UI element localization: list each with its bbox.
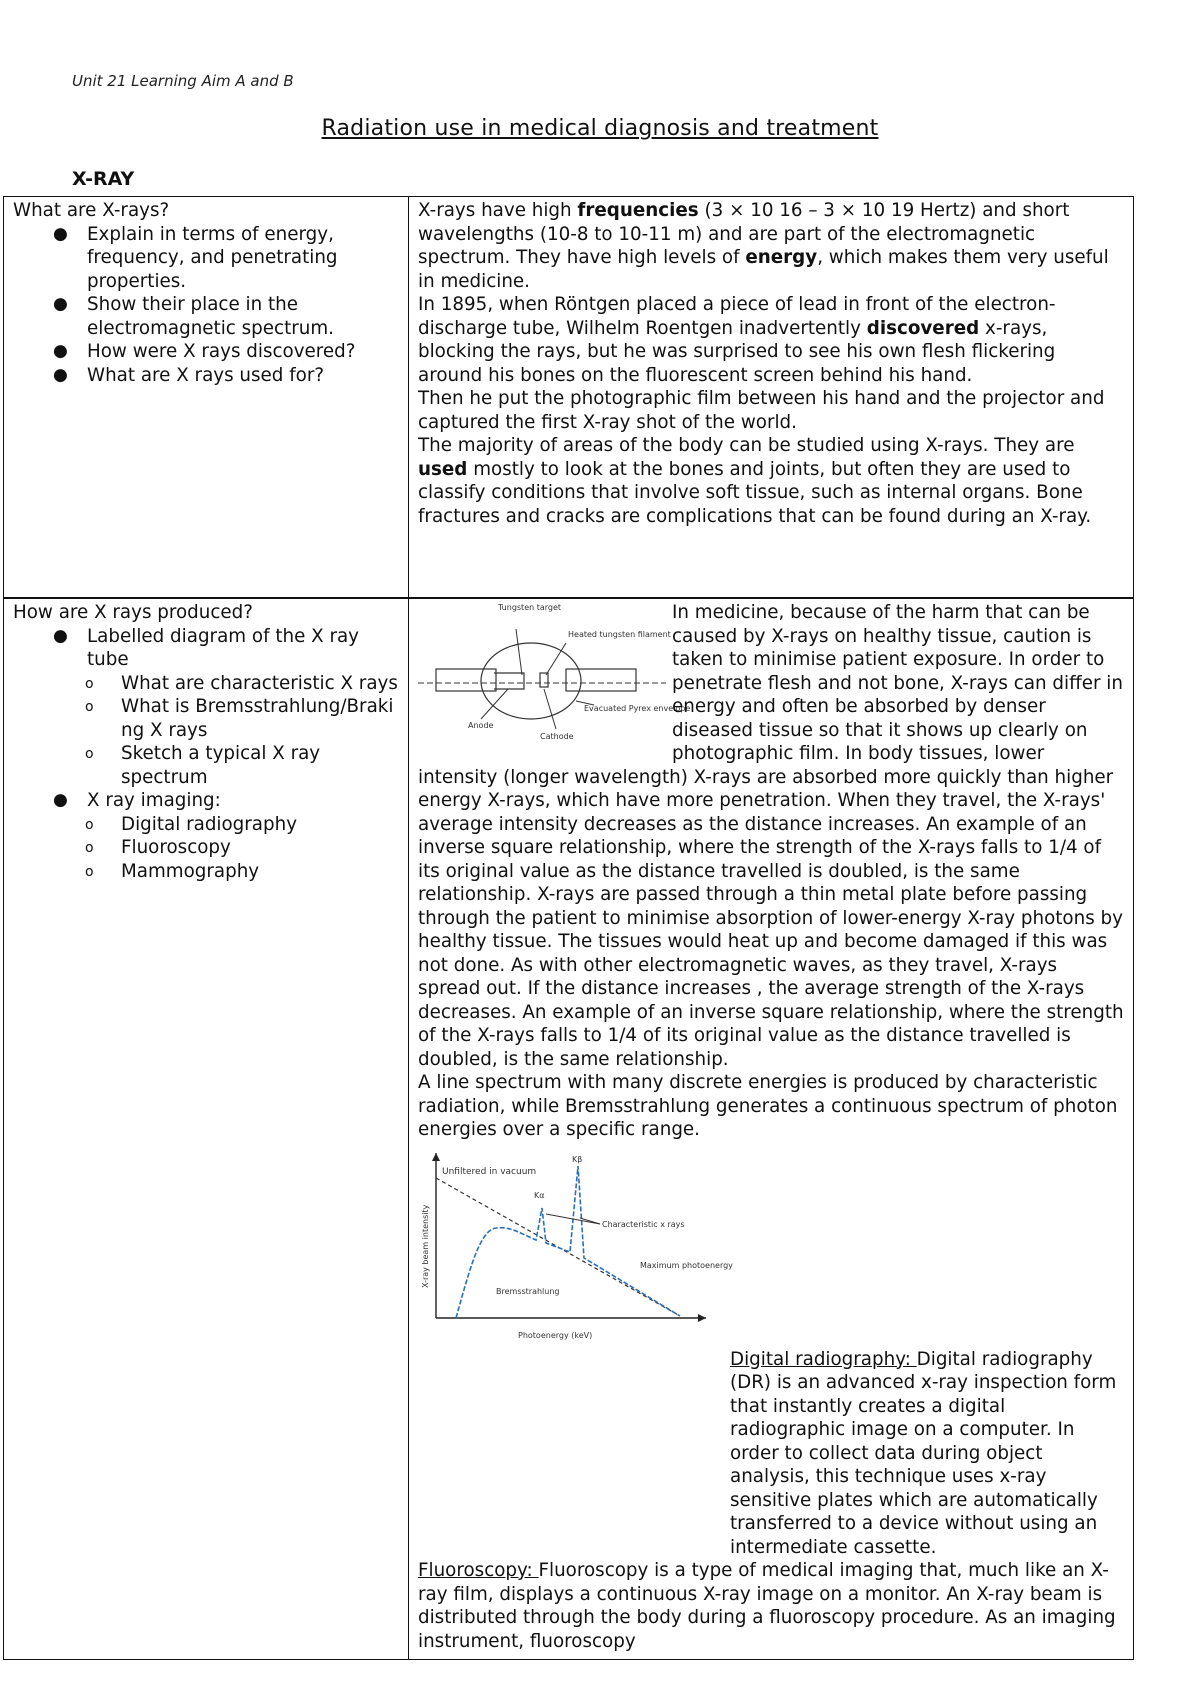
answer-paragraph: In 1895, when Röntgen placed a piece of lead in front of the electron-discharge tube, Wilhelm Roentgen inadvertently discovered x-rays, blocking the rays, but he was surprised to see his own flesh flickering around his bones on the fluorescent screen behind his hand.: [418, 294, 1056, 386]
tube-label-target: Tungsten target: [498, 603, 562, 612]
answer-cell: [409, 598, 1134, 1660]
spectrum-label-ka: Kα: [534, 1190, 545, 1200]
question-heading: What are X-rays?: [13, 200, 170, 221]
spectrum-label-kb: Kβ: [572, 1154, 583, 1164]
keyword-discovered: discovered: [866, 317, 980, 339]
answer-paragraph: X-rays have high frequencies (3 × 10 16 – 3 × 10 19 Hertz) and short wavelengths (10-8 to 10-11 m) and are part of the electromagnetic spectrum. They have high levels of energy, which makes them very useful in medicine.: [418, 200, 1109, 292]
spectrum-label-maximum: Maximum photoenergy: [640, 1260, 733, 1270]
xray-table: [3, 196, 1134, 1660]
xray-spectrum-diagram: [418, 1148, 733, 1348]
question-bullets: [13, 625, 400, 884]
tube-label-cathode: Cathode: [540, 732, 574, 741]
tube-label-anode: Anode: [468, 721, 494, 730]
list-item: o Fluoroscopy: [121, 836, 400, 860]
spectrum-axis-y-label: X-ray beam intensity: [421, 1204, 430, 1288]
table-row: [4, 598, 1134, 1660]
spectrum-label-characteristic: Characteristic x rays: [602, 1219, 685, 1229]
list-item: ● Labelled diagram of the X ray tube o What are characteristic X rays o What is Bremsstrahlung/Braking X rays o Sketch a typical X ray spectrum: [87, 625, 400, 790]
keyword-frequencies: frequencies: [577, 200, 699, 221]
tube-label-filament: Heated tungsten filament: [568, 630, 671, 639]
spectrum-axis-x-label: Photoenergy (keV): [518, 1330, 593, 1340]
answer-paragraph: The majority of areas of the body can be studied using X-rays. They are used mostly to look at the bones and joints, but often they are used to classify conditions that involve soft tissue, such as internal organs. Bone fractures and cracks are complications that can be found during an X-ray.: [418, 435, 1092, 527]
keyword-energy: energy: [745, 247, 818, 268]
question-cell: [4, 197, 409, 599]
list-item: o Digital radiography: [121, 813, 400, 837]
list-item: o Sketch a typical X ray spectrum: [121, 742, 400, 789]
tube-label-envelope: Evacuated Pyrex envelope: [584, 704, 691, 713]
heading-fluoroscopy: Fluoroscopy:: [418, 1560, 539, 1581]
page-title: Radiation use in medical diagnosis and treatment: [321, 116, 879, 141]
list-item: ● How were X rays discovered?: [87, 340, 400, 364]
list-item: o What are characteristic X rays: [121, 672, 400, 696]
section-heading-xray: X-RAY: [72, 168, 135, 190]
sub-bullets: [47, 672, 400, 790]
sub-bullets: [47, 813, 400, 884]
list-item: ● Explain in terms of energy, frequency, and penetrating properties.: [87, 223, 400, 294]
question-bullets: [13, 223, 400, 388]
xray-tube-diagram: [416, 601, 691, 751]
spectrum-label-unfiltered: Unfiltered in vacuum: [442, 1166, 537, 1177]
answer-paragraph: Then he put the photographic film between his hand and the projector and captured the first X-ray shot of the world.: [418, 388, 1105, 433]
answer-cell: [409, 197, 1134, 599]
list-item: ● X ray imaging: o Digital radiography o Fluoroscopy o Mammography: [87, 789, 400, 883]
list-item: o What is Bremsstrahlung/Braking X rays: [121, 695, 400, 742]
list-item: o Mammography: [121, 860, 400, 884]
keyword-used: used: [418, 458, 468, 480]
answer-paragraph: In medicine, because of the harm that can be caused by X-rays on healthy tissue, caution is taken to minimise patient exposure. In order to penetrate flesh and not bone, X-rays can differ in energy and often be absorbed by denser diseased tissue so that it shows up clearly on photographic film. In body tissues, lower intensity (longer wavelength) X-rays are absorbed more quickly than higher energy X-rays, which have more penetration. When they travel, the X-rays' average intensity decreases as the distance increases. An example of an inverse square relationship, where the strength of the X-rays falls to 1/4 of its original value as the distance travelled is doubled, is the same relationship. X-rays are passed through a thin metal plate before passing through the patient to minimise absorption of lower-energy X-ray photons by healthy tissue. The tissues would heat up and become damaged if this was not done. As with other electromagnetic waves, as they travel, X-rays spread out. If the distance increases , the average strength of the X-rays decreases. An example of an inverse square relationship, where the strength of the X-rays falls to 1/4 of its original value as the distance travelled is doubled, is the same relationship.: [418, 602, 1124, 1070]
list-item: ● What are X rays used for?: [87, 364, 400, 388]
answer-paragraph: Fluoroscopy: Fluoroscopy is a type of medical imaging that, much like an X-ray film, displays a continuous X-ray image on a monitor. An X-ray beam is distributed through the body during a fluoroscopy procedure. As an imaging instrument, fluoroscopy: [418, 1560, 1116, 1652]
heading-digital-radiography: Digital radiography:: [730, 1348, 917, 1370]
answer-paragraph: A line spectrum with many discrete energies is produced by characteristic radiation, while Bremsstrahlung generates a continuous spectrum of photon energies over a specific range.: [418, 1072, 1118, 1140]
question-cell: [4, 598, 409, 1660]
table-row: [4, 197, 1134, 599]
running-head: Unit 21 Learning Aim A and B: [72, 72, 294, 90]
list-item: ● Show their place in the electromagnetic spectrum.: [87, 293, 400, 340]
question-heading: How are X rays produced?: [13, 602, 253, 623]
answer-paragraph: Digital radiography: Digital radiography (DR) is an advanced x-ray inspection form that instantly creates a digital radiographic image on a computer. In order to collect data during object analysis, this technique uses x-ray sensitive plates which are automatically transferred to a device without using an intermediate cassette.: [730, 1348, 1117, 1558]
spectrum-label-brems: Bremsstrahlung: [496, 1286, 560, 1296]
